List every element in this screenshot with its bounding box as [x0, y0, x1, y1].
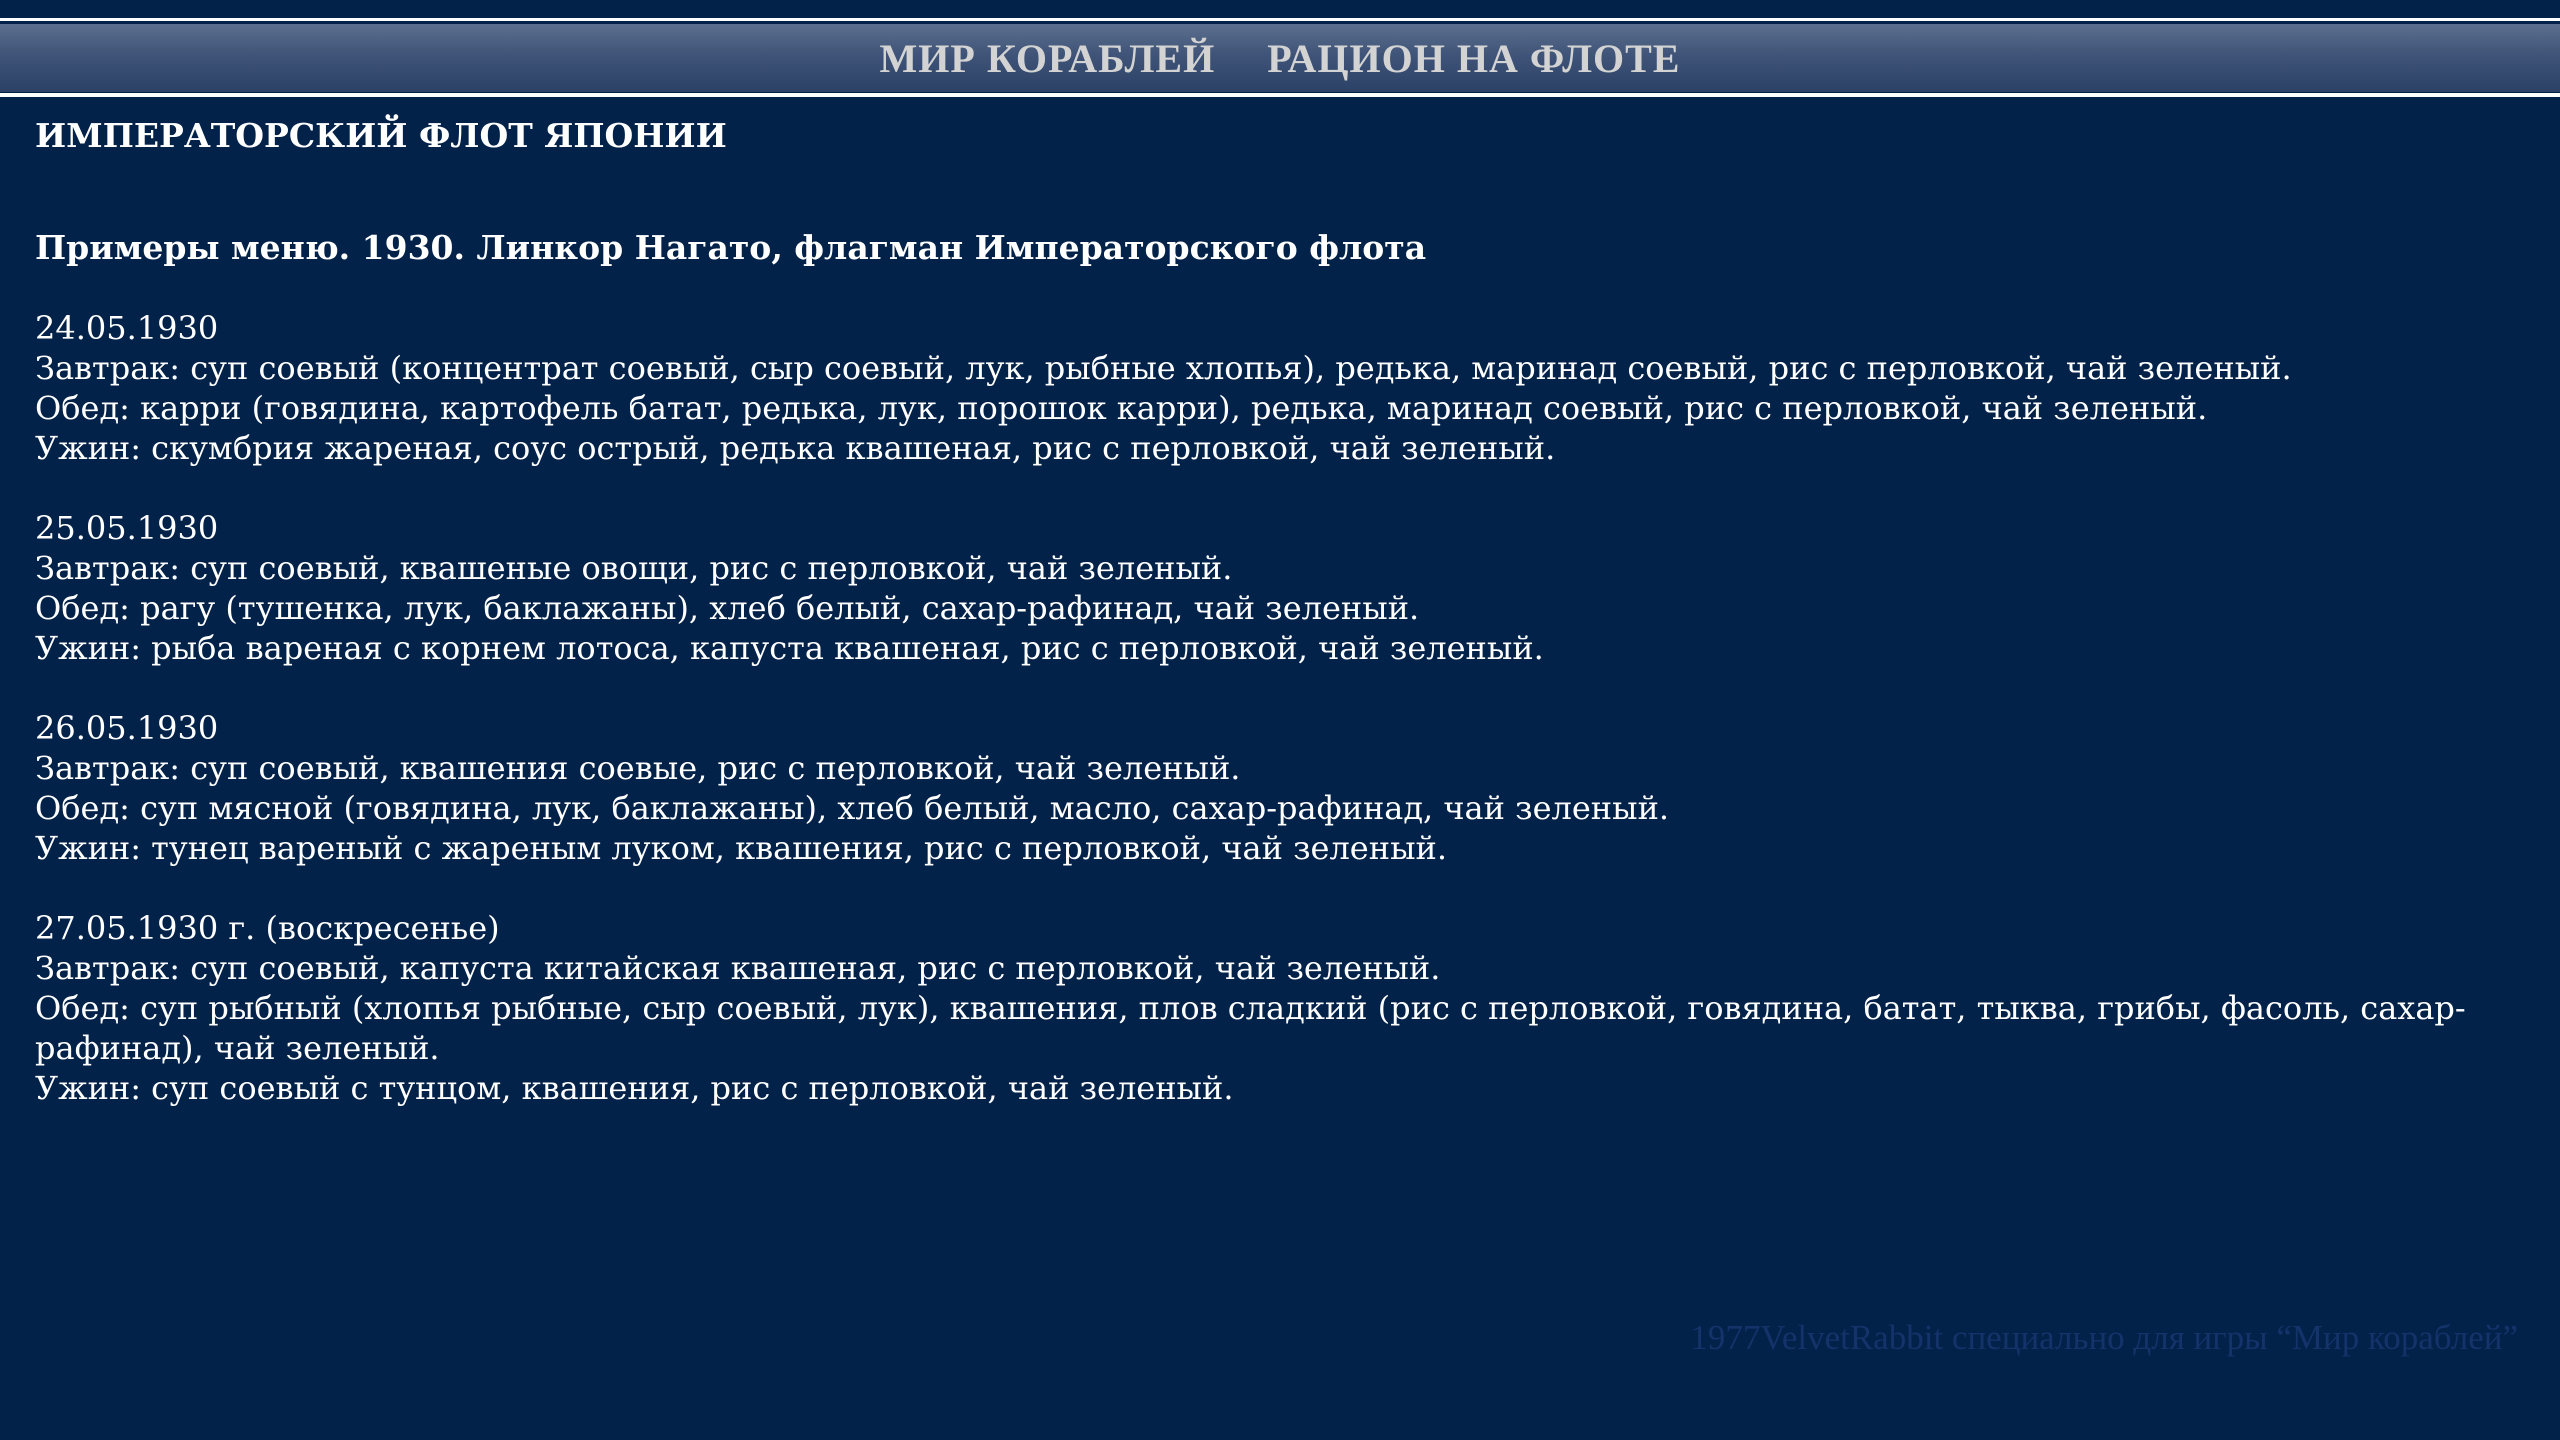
- day-date: 25.05.1930: [35, 509, 219, 547]
- nav-link-fleet-rations[interactable]: РАЦИОН НА ФЛОТЕ: [1267, 35, 1681, 81]
- section-title: ИМПЕРАТОРСКИЙ ФЛОТ ЯПОНИИ: [35, 116, 727, 155]
- day-menu: [35, 308, 2525, 468]
- day-menu: [35, 508, 2525, 668]
- dinner-line: Ужин: тунец вареный с жареным луком, квашения, рис с перловкой, чай зеленый.: [35, 829, 1448, 867]
- dinner-line: Ужин: рыба вареная с корнем лотоса, капуста квашеная, рис с перловкой, чай зеленый.: [35, 629, 1544, 667]
- breakfast-line: Завтрак: суп соевый (концентрат соевый, сыр соевый, лук, рыбные хлопья), редька, маринад соевый, рис с перловкой, чай зеленый.: [35, 349, 2292, 387]
- day-menu: [35, 708, 2525, 868]
- day-date: 26.05.1930: [35, 709, 219, 747]
- breakfast-line: Завтрак: суп соевый, квашения соевые, рис с перловкой, чай зеленый.: [35, 749, 1241, 787]
- day-date: 27.05.1930 г. (воскресенье): [35, 909, 500, 947]
- lunch-line: Обед: суп мясной (говядина, лук, баклажаны), хлеб белый, масло, сахар-рафинад, чай зеленый.: [35, 789, 1670, 827]
- menu-title: Примеры меню. 1930. Линкор Нагато, флагман Императорского флота: [35, 228, 1427, 267]
- day-menu: [35, 908, 2525, 1108]
- breakfast-line: Завтрак: суп соевый, капуста китайская квашеная, рис с перловкой, чай зеленый.: [35, 949, 1441, 987]
- dinner-line: Ужин: суп соевый с тунцом, квашения, рис с перловкой, чай зеленый.: [35, 1069, 1234, 1107]
- top-nav: [0, 24, 2560, 92]
- lunch-line: Обед: рагу (тушенка, лук, баклажаны), хлеб белый, сахар-рафинад, чай зеленый.: [35, 589, 1420, 627]
- author-credit: 1977VelvetRabbit специально для игры “Мир кораблей”: [1690, 1318, 2518, 1357]
- breakfast-line: Завтрак: суп соевый, квашеные овощи, рис с перловкой, чай зеленый.: [35, 549, 1233, 587]
- day-date: 24.05.1930: [35, 309, 219, 347]
- lunch-line: Обед: карри (говядина, картофель батат, редька, лук, порошок карри), редька, маринад соевый, рис с перловкой, чай зеленый.: [35, 389, 2208, 427]
- header-top-rule: [0, 18, 2560, 21]
- header-bar: [0, 0, 2560, 98]
- lunch-line: Обед: суп рыбный (хлопья рыбные, сыр соевый, лук), квашения, плов сладкий (рис с перловкой, говядина, батат, тыква, грибы, фасоль, сахар-рафинад), чай зеленый.: [35, 989, 2466, 1067]
- nav-link-world-of-ships[interactable]: МИР КОРАБЛЕЙ: [879, 35, 1216, 81]
- dinner-line: Ужин: скумбрия жареная, соус острый, редька квашеная, рис с перловкой, чай зеленый.: [35, 429, 1556, 467]
- header-bottom-rule: [0, 93, 2560, 97]
- main-content: [35, 108, 2525, 1148]
